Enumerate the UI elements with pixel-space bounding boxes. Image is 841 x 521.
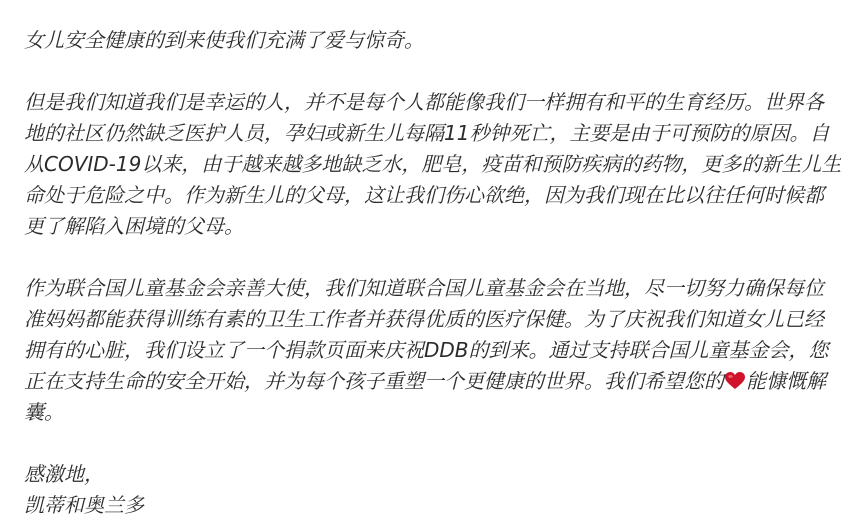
text-line: 拥有的心脏，我们设立了一个捐款页面来庆祝DDB的到来。通过支持联合国儿童基金会，您 [24, 338, 829, 362]
red-heart-icon [725, 368, 745, 386]
text-line: 女儿安全健康的到来使我们充满了爱与惊奇。 [24, 28, 424, 52]
text-line: 囊。 [24, 400, 64, 424]
text-line-with-heart [24, 366, 826, 397]
closing-text: 感激地， [24, 462, 104, 486]
text-line: 但是我们知道我们是幸运的人，并不是每个人都能像我们一样拥有和平的生育经历。世界各 [24, 90, 824, 114]
text-line: 命处于危险之中。作为新生儿的父母，这让我们伤心欲绝，因为我们现在比以往任何时候都 [24, 183, 824, 207]
closing-block [24, 459, 794, 521]
text-line: 更了解陷入困境的父母。 [24, 214, 244, 238]
text-segment: 能慷慨解 [746, 369, 826, 393]
text-segment: 正在支持生命的安全开始，并为每个孩子重塑一个更健康的世界。我们希望您的 [24, 369, 724, 393]
paragraph-unicef [24, 273, 829, 428]
text-line: 地的社区仍然缺乏医护人员，孕妇或新生儿每隔11秒钟死亡，主要是由于可预防的原因。自 [24, 121, 830, 145]
text-line: 准妈妈都能获得训练有素的卫生工作者并获得优质的医疗保健。为了庆祝我们知道女儿已经 [24, 307, 824, 331]
letter [24, 25, 841, 521]
text-line: 从COVID-19以来，由于越来越多地缺乏水，肥皂，疫苗和预防疾病的药物，更多的新生儿生 [24, 152, 841, 176]
text-line: 作为联合国儿童基金会亲善大使，我们知道联合国儿童基金会在当地，尽一切努力确保每位 [24, 276, 824, 300]
paragraph-intro [24, 25, 794, 56]
paragraph-birth-experience [24, 87, 841, 242]
signature: 凯蒂和奥兰多 [24, 493, 144, 517]
